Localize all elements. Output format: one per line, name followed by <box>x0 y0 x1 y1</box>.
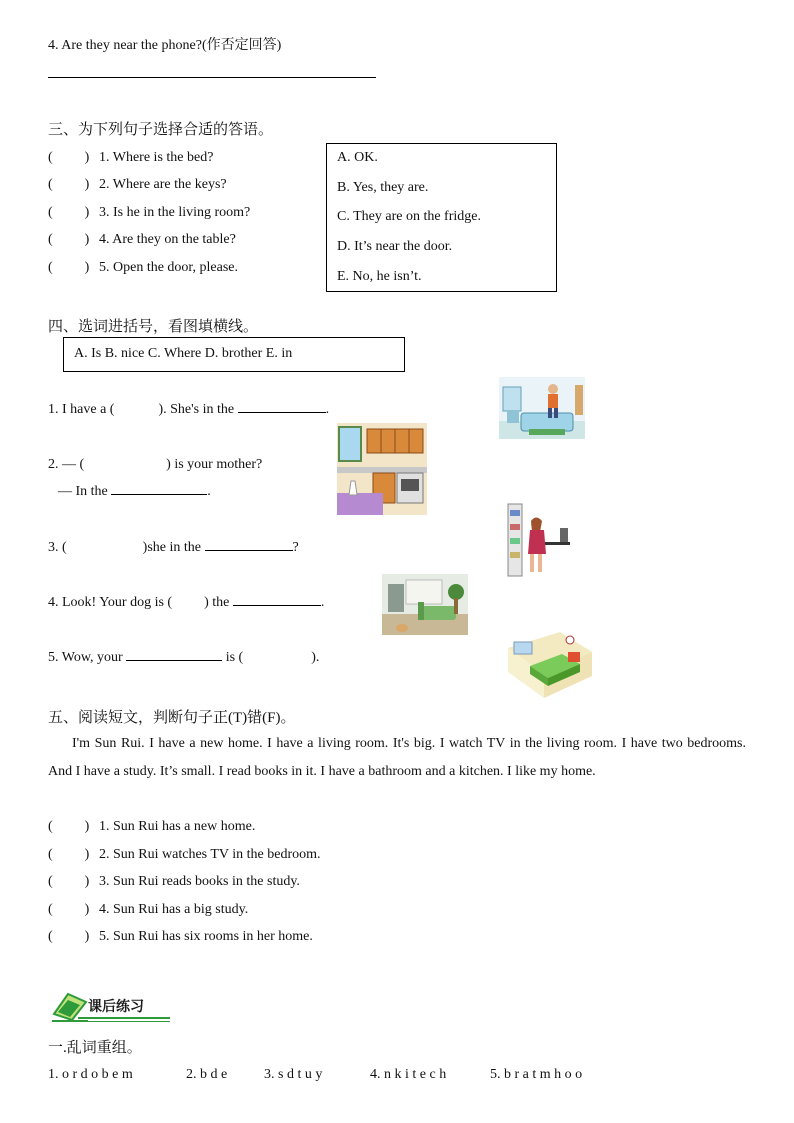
answer-line[interactable] <box>48 77 376 78</box>
judge-item: 3. Sun Rui reads books in the study. <box>99 874 300 889</box>
kitchen-picture <box>337 423 427 515</box>
answer-bracket[interactable]: ( ) <box>48 847 90 862</box>
fill-question-2: 2. — ( ) is your mother? <box>48 457 263 472</box>
option-item: B. Yes, they are. <box>337 180 429 195</box>
question-item: 4. Are they on the table? <box>99 232 236 247</box>
answer-bracket[interactable]: ( ) <box>48 874 90 889</box>
scrambled-word: 5. b r a t m h o o <box>490 1067 583 1082</box>
word-bank: A. Is B. nice C. Where D. brother E. in <box>74 346 293 361</box>
question-item: 5. Open the door, please. <box>99 260 239 275</box>
answer-bracket[interactable]: ( ) <box>48 150 90 165</box>
scrambled-word: 4. n k i t e c h <box>370 1067 447 1082</box>
answer-bracket[interactable]: ( ) <box>48 902 90 917</box>
section-4-title: 四、选词进括号，看图填横线。 <box>48 319 259 335</box>
option-item: C. They are on the fridge. <box>337 209 481 224</box>
fill-question-5: 5. Wow, your is ( ). <box>48 650 320 665</box>
homework-banner <box>50 990 174 1024</box>
judge-item: 1. Sun Rui has a new home. <box>99 819 256 834</box>
section-5-title: 五、阅读短文，判断句子正(T)错(F)。 <box>48 710 296 726</box>
scrambled-word: 2. b d e <box>186 1067 228 1082</box>
bathroom-picture <box>499 377 585 439</box>
answer-line[interactable] <box>111 493 207 495</box>
answer-line[interactable] <box>126 659 222 661</box>
judge-item: 4. Sun Rui has a big study. <box>99 902 249 917</box>
answer-line[interactable] <box>233 604 321 606</box>
answer-bracket[interactable]: ( ) <box>48 177 90 192</box>
scrambled-word: 1. o r d o b e m <box>48 1067 133 1082</box>
answer-bracket[interactable]: ( ) <box>48 232 90 247</box>
fill-question-1: 1. I have a ( ). She's in the . <box>48 402 330 417</box>
word-bank-box <box>63 337 405 372</box>
answer-bracket[interactable]: ( ) <box>48 929 90 944</box>
answer-bracket[interactable]: ( ) <box>48 260 90 275</box>
option-item: A. OK. <box>337 150 378 165</box>
homework-banner-label: 课后练习 <box>88 999 144 1015</box>
question-item: 2. Where are the keys? <box>99 177 227 192</box>
section-3-title: 三、为下列句子选择合适的答语。 <box>48 122 274 138</box>
reading-passage: I'm Sun Rui. I have a new home. I have a living room. It's big. I watch TV in the living room. I have two bedrooms. And I have a study. It’s small. I read books in it. I have a bathroom and a kitchen. I like my home. <box>48 736 746 779</box>
options-box <box>326 143 557 292</box>
question-item: 1. Where is the bed? <box>99 150 214 165</box>
banner-underline <box>78 1017 170 1019</box>
fill-question-3: 3. ( )she in the ? <box>48 540 299 555</box>
homework-title: 一.乱词重组。 <box>48 1040 142 1056</box>
bedroom-picture <box>500 628 597 699</box>
judge-item: 2. Sun Rui watches TV in the bedroom. <box>99 847 321 862</box>
answer-line[interactable] <box>238 411 326 413</box>
banner-underline <box>78 1021 170 1022</box>
answer-line[interactable] <box>205 549 293 551</box>
study-picture <box>506 502 572 578</box>
question-4-text: 4. Are they near the phone?(作否定回答) <box>48 38 282 53</box>
question-item: 3. Is he in the living room? <box>99 205 251 220</box>
answer-bracket[interactable]: ( ) <box>48 205 90 220</box>
fill-question-4: 4. Look! Your dog is ( ) the . <box>48 595 325 610</box>
living-room-picture <box>382 574 468 635</box>
fill-question-2-answer: — In the . <box>58 484 211 499</box>
answer-bracket[interactable]: ( ) <box>48 819 90 834</box>
scrambled-word: 3. s d t u y <box>264 1067 323 1082</box>
option-item: D. It’s near the door. <box>337 239 453 254</box>
option-item: E. No, he isn’t. <box>337 269 422 284</box>
judge-item: 5. Sun Rui has six rooms in her home. <box>99 929 313 944</box>
